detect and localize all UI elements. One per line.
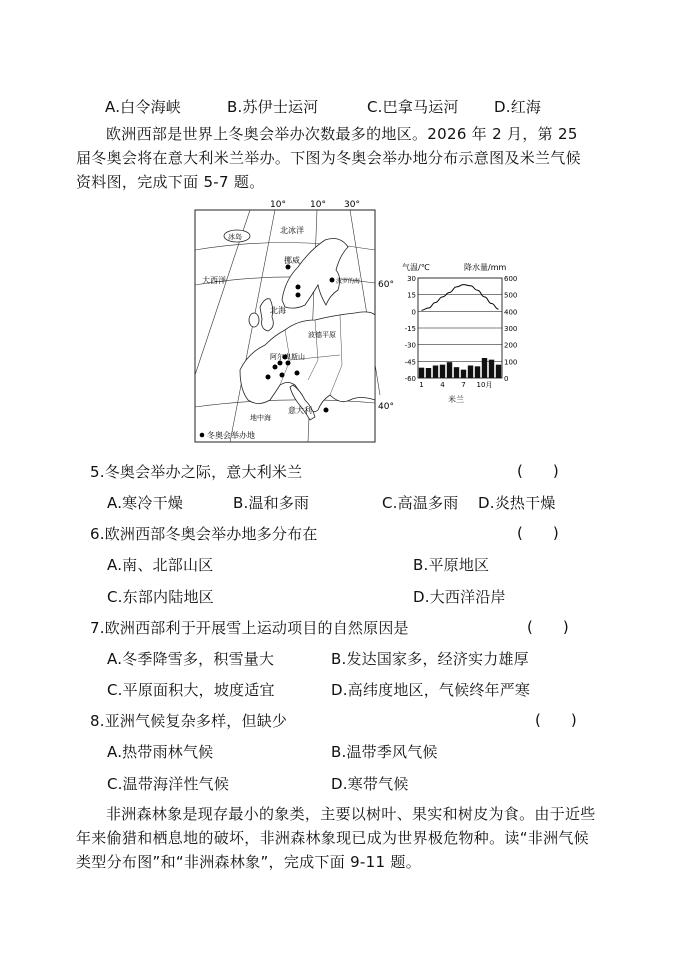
q5-option-d: D.炎热干燥: [478, 494, 556, 512]
place-label: 挪威: [284, 256, 300, 265]
host-site-dot: [286, 361, 291, 366]
q7-stem: 7.欧洲西部利于开展雪上运动项目的自然原因是: [90, 619, 409, 637]
host-site-dot: [280, 373, 285, 378]
precip-bar: [468, 366, 473, 379]
legend-label: 冬奥会举办地: [207, 431, 255, 440]
host-site-dot: [273, 365, 278, 370]
q4-option-d: D.红海: [494, 98, 542, 116]
precip-tick-label: 400: [504, 308, 518, 317]
precip-bar: [447, 362, 452, 378]
host-site-dot: [324, 408, 329, 413]
temp-tick-label: -60: [404, 375, 416, 383]
place-label: 波罗的海: [336, 278, 361, 285]
intro-paragraph-2: 非洲森林象是现存最小的象类，主要以树叶、果实和树皮为食。由于近些年来偷猎和栖息地的破坏，非洲森林象现已成为世界极危物种。读“非洲气候类型分布图”和“非洲森林象”，完成下面 9-11 题。: [76, 805, 596, 871]
month-tick-label: 1: [419, 381, 424, 389]
host-site-dot: [330, 278, 335, 283]
precip-bar: [433, 366, 438, 379]
precip-bar: [482, 358, 487, 378]
place-label: 大西洋: [202, 276, 226, 285]
host-site-dot: [296, 293, 301, 298]
month-tick-label: 4: [440, 381, 445, 389]
host-site-dot: [295, 371, 300, 376]
precip-bar: [419, 368, 424, 378]
precip-bar: [475, 366, 480, 378]
precip-tick-label: 200: [504, 341, 518, 350]
temp-tick-label: 0: [411, 308, 416, 317]
precip-bar: [426, 368, 431, 378]
europe-olympics-map: [190, 195, 400, 445]
place-label: 北冰洋: [280, 226, 304, 235]
temp-tick-label: 30: [407, 275, 416, 283]
q4-option-c: C.巴拿马运河: [367, 98, 459, 116]
month-tick-label: 10月: [476, 381, 493, 389]
lat-label: 60°: [378, 280, 394, 290]
temp-tick-label: -15: [404, 325, 416, 333]
q4-option-b: B.苏伊士运河: [227, 98, 319, 116]
q6-stem: 6.欧洲西部冬奥会举办地多分布在: [90, 525, 318, 543]
precip-axis-label: 降水量/mm: [464, 263, 507, 272]
q6-option-d: D.大西洋沿岸: [413, 588, 506, 606]
host-site-dot: [266, 375, 271, 380]
temp-tick-label: -45: [404, 358, 416, 367]
precip-bar: [496, 365, 501, 378]
legend-dot: [200, 433, 205, 438]
q8-option-d: D.寒带气候: [331, 775, 409, 793]
q5-answer-paren: ( ): [517, 462, 559, 480]
temp-tick-label: 15: [407, 291, 416, 300]
q6-option-a: A.南、北部山区: [107, 556, 214, 574]
host-site-dot: [296, 285, 301, 290]
q6-option-b: B.平原地区: [413, 556, 490, 574]
precip-tick-label: 0: [504, 375, 509, 383]
place-label: 冰岛: [228, 233, 242, 241]
q8-option-a: A.热带雨林气候: [107, 743, 214, 761]
temp-tick-label: -30: [404, 341, 416, 350]
q6-answer-paren: ( ): [517, 524, 559, 542]
q6-option-c: C.东部内陆地区: [107, 588, 214, 606]
place-label: 波德平原: [308, 331, 336, 339]
precip-tick-label: 500: [504, 291, 518, 300]
month-tick-label: 7: [461, 381, 466, 389]
q8-option-c: C.温带海洋性气候: [107, 775, 230, 793]
precip-tick-label: 300: [504, 325, 518, 333]
city-label: 米兰: [448, 395, 464, 404]
temperature-curve: [422, 285, 499, 311]
q7-option-c: C.平原面积大，坡度适宜: [107, 681, 275, 699]
lon-label: 10°: [270, 200, 286, 210]
q5-option-a: A.寒冷干燥: [107, 494, 183, 512]
milan-climate-chart: [400, 258, 525, 408]
q4-option-a: A.白令海峡: [105, 98, 181, 116]
precip-bar: [461, 370, 466, 378]
q7-option-b: B.发达国家多，经济实力雄厚: [331, 650, 529, 668]
lat-label: 40°: [378, 402, 394, 412]
precip-bar: [440, 365, 445, 378]
intro-paragraph-1: 欧洲西部是世界上冬奥会举办次数最多的地区。2026 年 2 月，第 25 届冬奥会将在意大利米兰举办。下图为冬奥会举办地分布示意图及米兰气候资料图，完成下面 5-7 题。: [76, 125, 581, 191]
host-site-dot: [278, 361, 283, 366]
precip-bar: [489, 360, 494, 378]
place-label: 地中海: [250, 414, 271, 422]
q5-option-c: C.高温多雨: [382, 494, 459, 512]
precip-tick-label: 600: [504, 275, 518, 283]
host-site-dot: [286, 265, 291, 270]
lon-label: 30°: [344, 200, 360, 210]
precip-bar: [454, 367, 459, 378]
q7-option-d: D.高纬度地区，气候终年严寒: [331, 681, 531, 699]
q8-stem: 8.亚洲气候复杂多样，但缺少: [90, 712, 288, 730]
q7-option-a: A.冬季降雪多，积雪量大: [107, 650, 275, 668]
q8-option-b: B.温带季风气候: [331, 743, 438, 761]
place-label: 北海: [270, 306, 286, 315]
q5-option-b: B.温和多雨: [233, 494, 310, 512]
q5-stem: 5.冬奥会举办之际，意大利米兰: [90, 463, 303, 481]
temp-axis-label: 气温/℃: [402, 263, 430, 272]
q7-answer-paren: ( ): [527, 618, 569, 636]
lon-label: 10°: [310, 200, 326, 210]
precip-tick-label: 100: [504, 358, 518, 367]
q8-answer-paren: ( ): [535, 711, 577, 729]
place-label: 意大利: [288, 406, 312, 415]
place-label: 阿尔卑斯山: [270, 353, 305, 361]
